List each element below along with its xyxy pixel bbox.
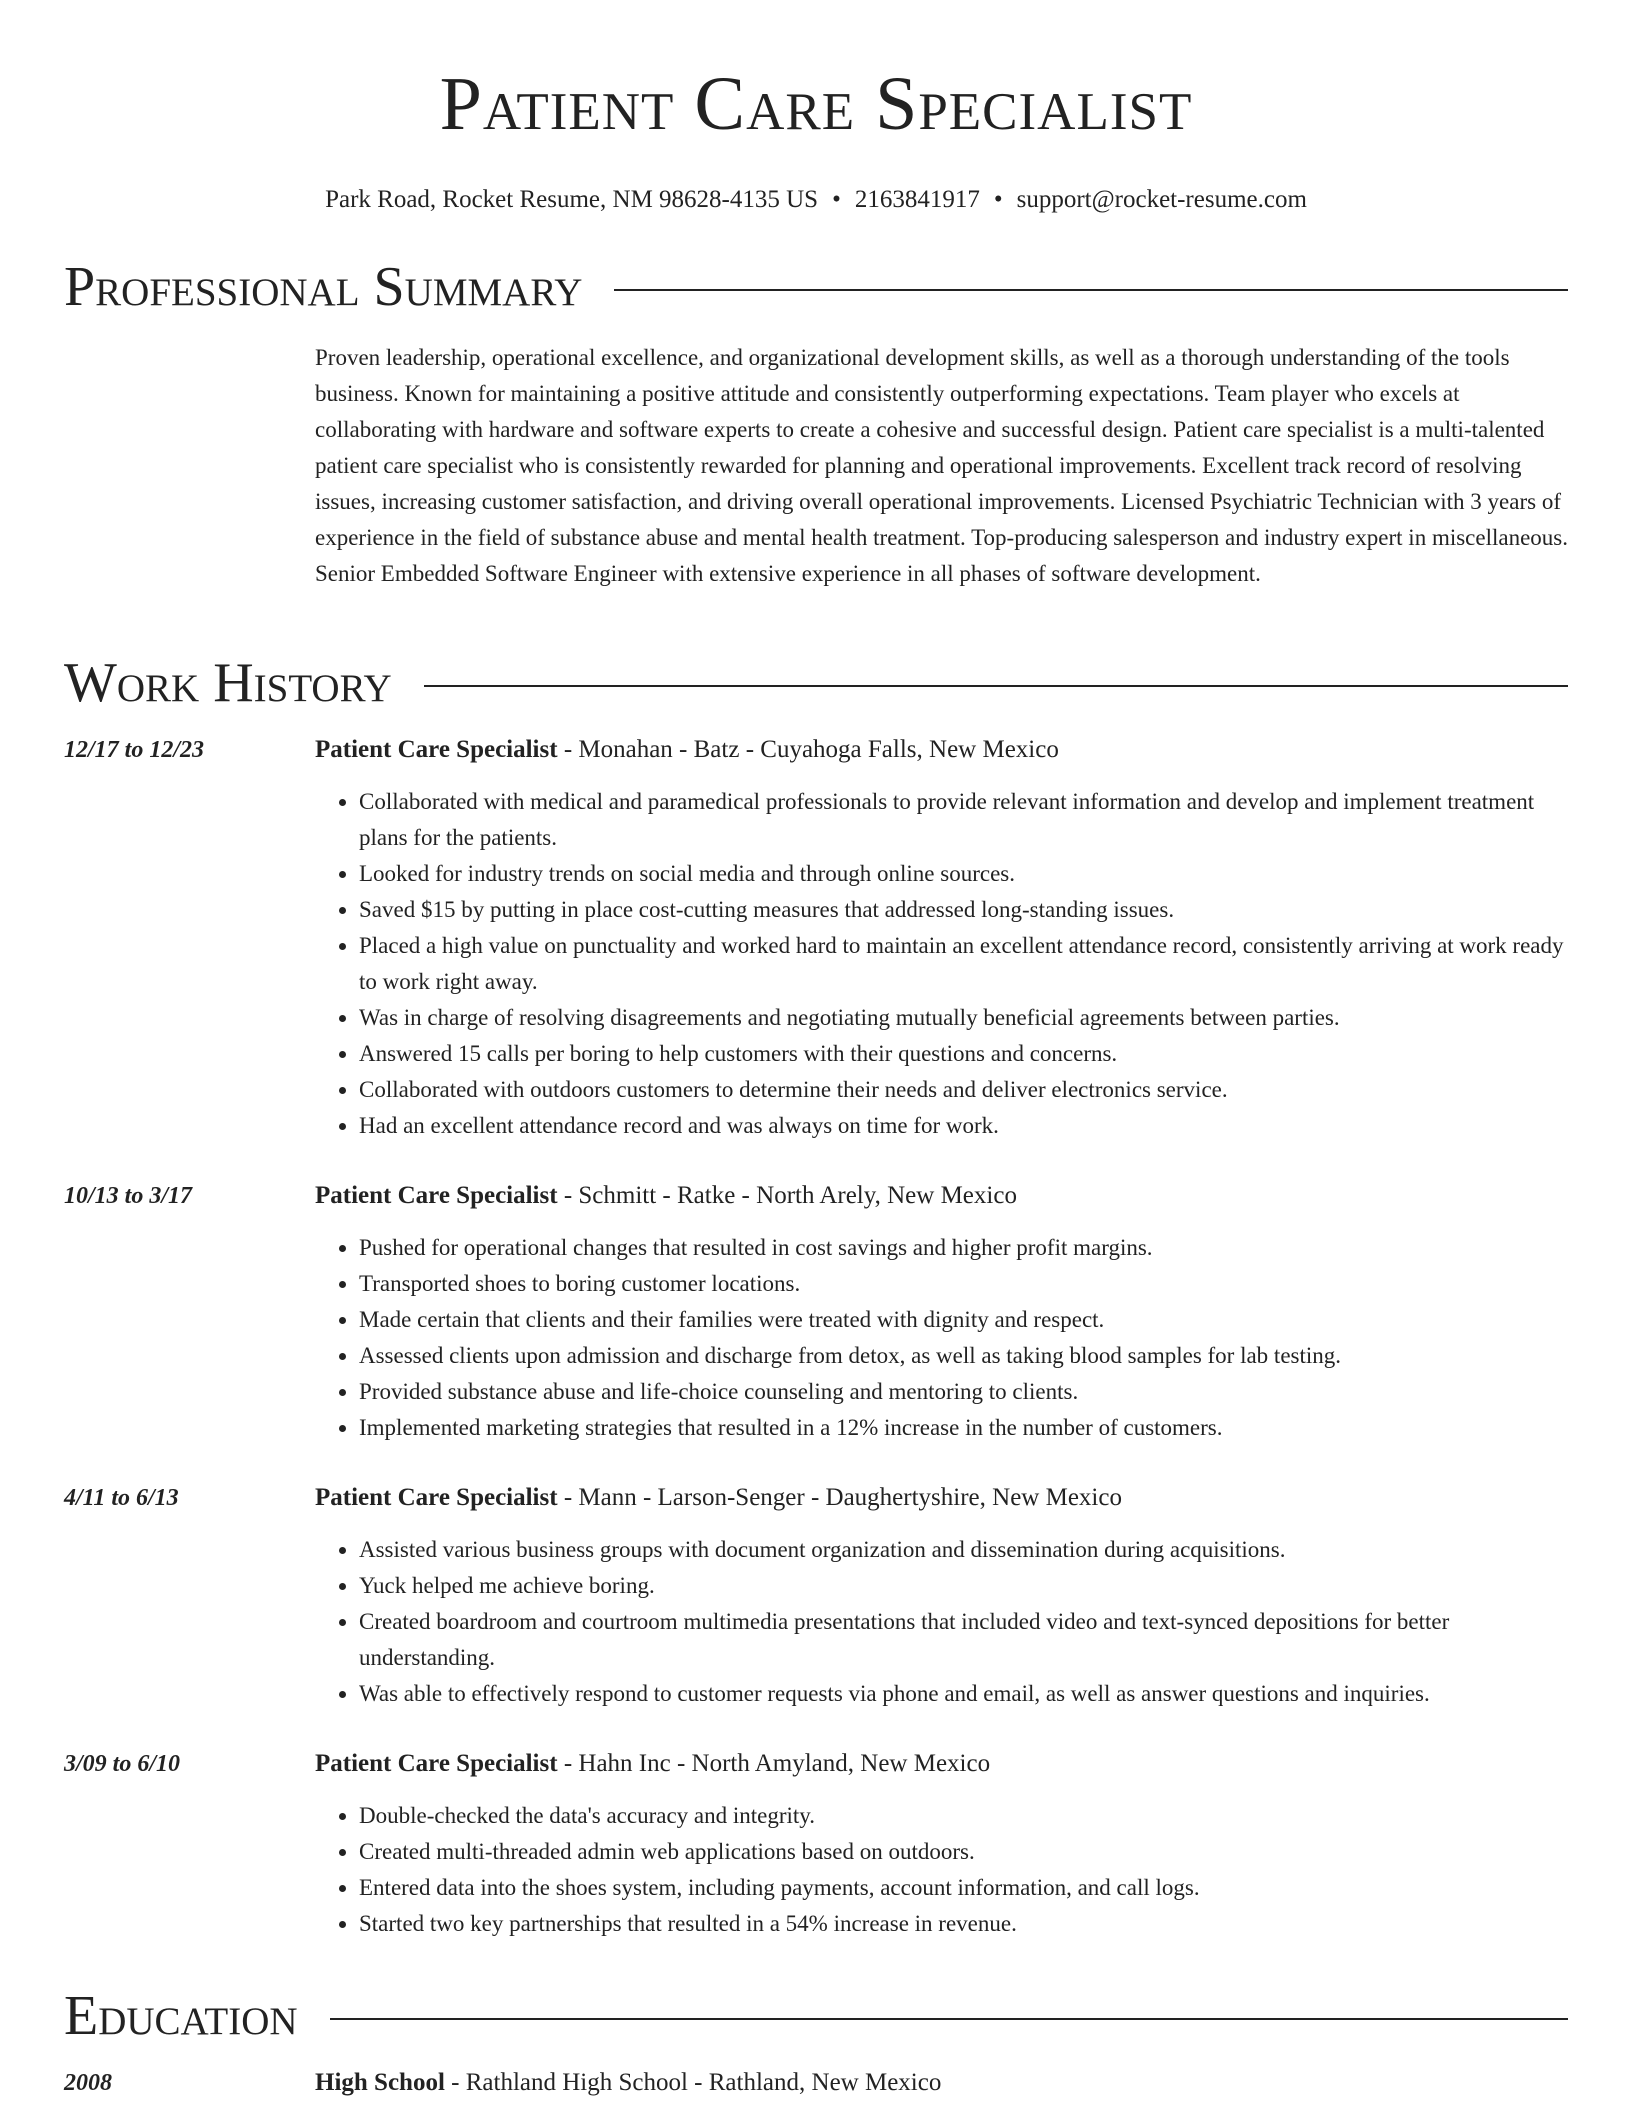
- job-company: - Hahn Inc - North Amyland, New Mexico: [557, 1750, 991, 1777]
- job-dates: 10/13 to 3/17: [64, 1183, 193, 1209]
- education-section: [64, 1983, 1568, 2101]
- list-item: • Transported shoes to boring customer locations.: [359, 1266, 1568, 1302]
- job-entry: [64, 1178, 1568, 1446]
- job-role: Patient Care Specialist: [315, 1484, 558, 1511]
- list-item: • Implemented marketing strategies that resulted in a 12% increase in the number of customers.: [359, 1410, 1568, 1446]
- section-divider: [424, 685, 1568, 687]
- job-entry: [64, 1746, 1568, 1942]
- contact-separator: •: [832, 186, 841, 213]
- section-title: Work History: [64, 652, 392, 714]
- contact-separator: •: [993, 186, 1003, 213]
- list-item: • Provided substance abuse and life-choice counseling and mentoring to clients.: [359, 1374, 1568, 1410]
- list-item: • Collaborated with medical and paramedical professionals to provide relevant information and develop and implement treatment plans for the patients.: [359, 784, 1568, 856]
- summary-text: Proven leadership, operational excellence, and organizational development skills, as well as a thorough understanding of the tools business. Known for maintaining a positive attitude and consistently outperforming expectations. Team player who excels at collaborating with hardware and software experts to create a cohesive and successful design. Patient care specialist is a multi-talented patient care specialist who is consistently rewarded for planning and operational improvements. Excellent track record of resolving issues, increasing customer satisfaction, and driving overall operational improvements. Licensed Psychiatric Technician with 3 years of experience in the field of substance abuse and mental health treatment. Top-producing salesperson and industry expert in miscellaneous. Senior Embedded Software Engineer with extensive experience in all phases of software development.: [315, 345, 1568, 586]
- list-item: • Yuck helped me achieve boring.: [359, 1568, 1568, 1604]
- section-title: Education: [64, 1985, 298, 2047]
- list-item: • Collaborated with outdoors customers to determine their needs and deliver electronics service.: [359, 1072, 1568, 1108]
- education-year: 2008: [64, 2070, 112, 2096]
- job-entry: [64, 1480, 1568, 1712]
- job-bullets: [315, 784, 1568, 1144]
- list-item: • Created boardroom and courtroom multimedia presentations that included video and text-synced depositions for better understanding.: [359, 1604, 1568, 1676]
- job-company: - Mann - Larson-Senger - Daughertyshire, New Mexico: [557, 1484, 1122, 1511]
- list-item: • Double-checked the data's accuracy and integrity.: [359, 1798, 1568, 1834]
- candidate-name: Patient Care Specialist: [439, 62, 1193, 146]
- work-history-section: [64, 650, 1568, 1942]
- education-school: - Rathland High School - Rathland, New Mexico: [444, 2069, 942, 2096]
- job-bullets: [315, 1230, 1568, 1446]
- list-item: • Was in charge of resolving disagreements and negotiating mutually beneficial agreements between parties.: [359, 1000, 1568, 1036]
- list-item: • Saved $15 by putting in place cost-cutting measures that addressed long-standing issues.: [359, 892, 1568, 928]
- job-entry: [64, 732, 1568, 1144]
- section-heading: [64, 650, 1568, 716]
- resume-header: [0, 58, 1632, 216]
- contact-line: [0, 184, 1632, 216]
- list-item: • Created multi-threaded admin web applications based on outdoors.: [359, 1834, 1568, 1870]
- job-title: [315, 732, 1568, 768]
- job-role: Patient Care Specialist: [315, 736, 558, 763]
- list-item: • Started two key partnerships that resulted in a 54% increase in revenue.: [359, 1906, 1568, 1942]
- list-item: • Was able to effectively respond to customer requests via phone and email, as well as answer questions and inquiries.: [359, 1676, 1568, 1712]
- list-item: • Answered 15 calls per boring to help customers with their questions and concerns.: [359, 1036, 1568, 1072]
- section-divider: [614, 289, 1568, 291]
- phone: 2163841917: [854, 186, 980, 213]
- job-company: - Schmitt - Ratke - North Arely, New Mexico: [557, 1182, 1017, 1209]
- section-heading: [64, 254, 1568, 320]
- education-title: [315, 2065, 1568, 2101]
- job-bullets: [315, 1532, 1568, 1712]
- list-item: • Pushed for operational changes that resulted in cost savings and higher profit margins.: [359, 1230, 1568, 1266]
- job-title: [315, 1178, 1568, 1214]
- job-bullets: [315, 1798, 1568, 1942]
- job-company: - Monahan - Batz - Cuyahoga Falls, New Mexico: [557, 736, 1059, 763]
- education-entry: [64, 2065, 1568, 2101]
- job-role: Patient Care Specialist: [315, 1750, 558, 1777]
- list-item: • Had an excellent attendance record and was always on time for work.: [359, 1108, 1568, 1144]
- list-item: • Assisted various business groups with document organization and dissemination during acquisitions.: [359, 1532, 1568, 1568]
- job-dates: 3/09 to 6/10: [64, 1751, 181, 1777]
- education-degree: High School: [315, 2069, 445, 2096]
- list-item: • Assessed clients upon admission and discharge from detox, as well as taking blood samples for lab testing.: [359, 1338, 1568, 1374]
- job-title: [315, 1480, 1568, 1516]
- job-dates: 12/17 to 12/23: [64, 737, 205, 763]
- list-item: • Made certain that clients and their families were treated with dignity and respect.: [359, 1302, 1568, 1338]
- section-title: Professional Summary: [64, 256, 583, 318]
- address: Park Road, Rocket Resume, NM 98628-4135 US: [325, 186, 819, 213]
- list-item: • Entered data into the shoes system, including payments, account information, and call logs.: [359, 1870, 1568, 1906]
- job-title: [315, 1746, 1568, 1782]
- summary-section: [64, 254, 1568, 592]
- list-item: • Looked for industry trends on social media and through online sources.: [359, 856, 1568, 892]
- list-item: • Placed a high value on punctuality and worked hard to maintain an excellent attendance record, consistently arriving at work ready to work right away.: [359, 928, 1568, 1000]
- job-role: Patient Care Specialist: [315, 1182, 558, 1209]
- job-dates: 4/11 to 6/13: [64, 1485, 179, 1511]
- section-heading: [64, 1983, 1568, 2049]
- section-divider: [330, 2018, 1568, 2020]
- email-link[interactable]: support@rocket-resume.com: [1016, 186, 1307, 213]
